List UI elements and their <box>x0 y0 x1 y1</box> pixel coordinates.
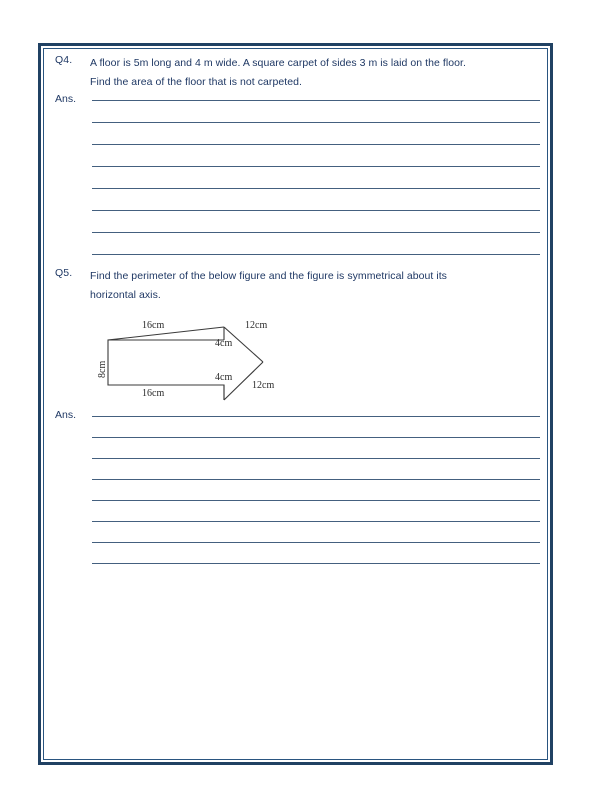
answer-rule-line[interactable] <box>92 166 540 167</box>
dimension-label-bottom-slant: 12cm <box>252 380 275 391</box>
answer-rule-line[interactable] <box>92 232 540 233</box>
dimension-label-top-length: 16cm <box>142 320 165 331</box>
answer-label-q5: Ans. <box>55 409 77 421</box>
dimension-label-top-slant: 12cm <box>245 320 268 331</box>
question-text-q5-line2: horizontal axis. <box>90 289 161 301</box>
answer-label-q4: Ans. <box>55 93 77 105</box>
arrow-figure <box>80 310 310 410</box>
dimension-label-bottom-barb: 4cm <box>215 372 233 383</box>
question-text-q4-line2: Find the area of the floor that is not carpeted. <box>90 76 302 88</box>
answer-rule-line[interactable] <box>92 521 540 522</box>
answer-rule-line[interactable] <box>92 100 540 101</box>
answer-rule-line[interactable] <box>92 122 540 123</box>
answer-rule-line[interactable] <box>92 458 540 459</box>
answer-rule-line[interactable] <box>92 500 540 501</box>
question-number-q5: Q5. <box>55 267 73 279</box>
question-number-q4: Q4. <box>55 54 73 66</box>
answer-rule-line[interactable] <box>92 563 540 564</box>
dimension-label-bottom-length: 16cm <box>142 388 165 399</box>
arrow-shape-svg <box>80 310 310 410</box>
dimension-label-top-barb: 4cm <box>215 338 233 349</box>
question-text-q4-line1: A floor is 5m long and 4 m wide. A square carpet of sides 3 m is laid on the floor. <box>90 57 466 69</box>
answer-rule-line[interactable] <box>92 210 540 211</box>
answer-rule-line[interactable] <box>92 254 540 255</box>
question-text-q5-line1: Find the perimeter of the below figure and the figure is symmetrical about its <box>90 270 447 282</box>
answer-rule-line[interactable] <box>92 144 540 145</box>
answer-rule-line[interactable] <box>92 479 540 480</box>
answer-rule-line[interactable] <box>92 416 540 417</box>
answer-rule-line[interactable] <box>92 542 540 543</box>
answer-rule-line[interactable] <box>92 437 540 438</box>
arrow-body-outline <box>108 327 224 400</box>
dimension-label-left-height: 8cm <box>97 360 108 378</box>
answer-rule-line[interactable] <box>92 188 540 189</box>
